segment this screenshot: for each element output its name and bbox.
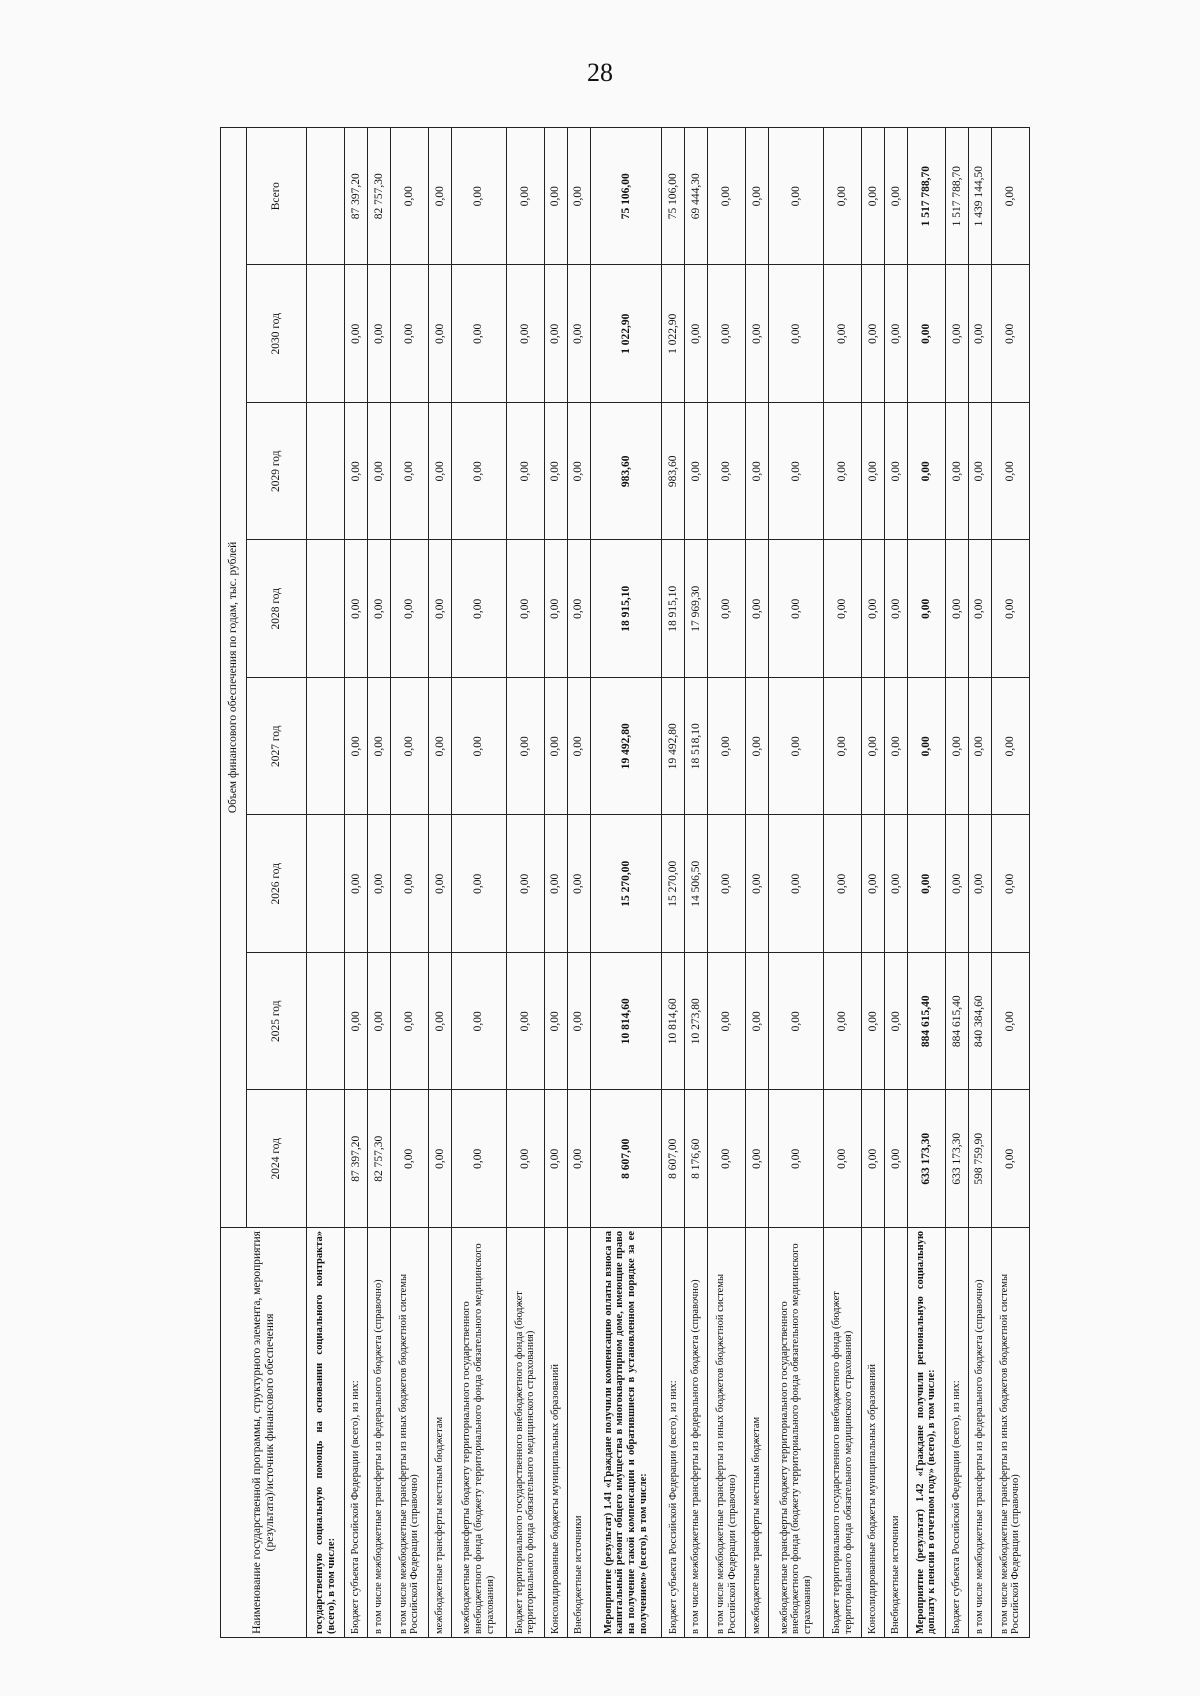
row-value-cell: 0,00: [885, 815, 908, 953]
table-row: [968, 127, 991, 1637]
row-name-cell: Консолидированные бюджеты муниципальных образований: [862, 1228, 885, 1638]
row-value-cell: 0,00: [390, 678, 428, 816]
row-value-cell: 0,00: [907, 540, 945, 678]
row-value-cell: 0,00: [824, 1090, 862, 1228]
row-total-cell: 0,00: [885, 127, 908, 265]
row-name-cell: в том числе межбюджетные трансферты из иных бюджетов бюджетной системы Российской Федерации (справочно): [390, 1228, 428, 1638]
row-value-cell: 0,00: [708, 815, 746, 953]
row-value-cell: 8 607,00: [662, 1090, 685, 1228]
row-value-cell: 0,00: [390, 815, 428, 953]
row-value-cell: 18 518,10: [685, 678, 708, 816]
row-name-cell: в том числе межбюджетные трансферты из иных бюджетов бюджетной системы Российской Федерации (справочно): [991, 1228, 1029, 1638]
row-total-cell: 0,00: [746, 127, 769, 265]
row-total-cell: [307, 127, 345, 265]
row-value-cell: 0,00: [885, 403, 908, 541]
table-row-measure: [590, 127, 662, 1637]
table-row: [862, 127, 885, 1637]
row-name-cell: Консолидированные бюджеты муниципальных образований: [544, 1228, 567, 1638]
table-row: [746, 127, 769, 1637]
row-value-cell: 0,00: [968, 678, 991, 816]
funding-table: [220, 127, 1030, 1638]
row-value-cell: [307, 1090, 345, 1228]
row-name-cell: Мероприятие (результат) 1.41 «Граждане получили компенсацию оплаты взноса на капитальный ремонт общего имущества в многоквартирном доме, имеющие право на получение такой компенсации и обратившиеся в установленном порядке за ее получением» (всего), в том числе:: [590, 1228, 662, 1638]
row-total-cell: 87 397,20: [345, 127, 368, 265]
row-value-cell: 0,00: [885, 953, 908, 1091]
row-value-cell: 19 492,80: [662, 678, 685, 816]
table-row: [824, 127, 862, 1637]
row-value-cell: 0,00: [367, 678, 390, 816]
row-total-cell: 82 757,30: [367, 127, 390, 265]
row-value-cell: 0,00: [746, 678, 769, 816]
table-row: [367, 127, 390, 1637]
row-value-cell: 0,00: [428, 953, 451, 1091]
row-value-cell: 0,00: [885, 540, 908, 678]
row-value-cell: 0,00: [506, 265, 544, 403]
row-value-cell: 0,00: [544, 540, 567, 678]
row-value-cell: 18 915,10: [662, 540, 685, 678]
header-year: 2025 год: [247, 953, 307, 1091]
row-value-cell: 0,00: [708, 678, 746, 816]
row-total-cell: 1 439 144,50: [968, 127, 991, 265]
row-value-cell: 0,00: [567, 265, 590, 403]
table-row: [506, 127, 544, 1637]
table-row: [946, 127, 969, 1637]
row-total-cell: 0,00: [390, 127, 428, 265]
row-value-cell: 0,00: [862, 1090, 885, 1228]
row-total-cell: 0,00: [428, 127, 451, 265]
row-value-cell: 0,00: [862, 815, 885, 953]
row-name-cell: межбюджетные трансферты бюджету территориального государственного внебюджетного фонда (бюджету территориального фонда обязательного медицинского страхования): [451, 1228, 506, 1638]
row-total-cell: 0,00: [451, 127, 506, 265]
row-value-cell: 87 397,20: [345, 1090, 368, 1228]
row-value-cell: 0,00: [451, 540, 506, 678]
row-value-cell: 0,00: [451, 1090, 506, 1228]
row-value-cell: 17 969,30: [685, 540, 708, 678]
header-year: 2029 год: [247, 403, 307, 541]
row-value-cell: 0,00: [708, 953, 746, 1091]
row-value-cell: 15 270,00: [662, 815, 685, 953]
row-value-cell: 0,00: [946, 540, 969, 678]
row-value-cell: 0,00: [769, 403, 824, 541]
row-value-cell: 0,00: [367, 403, 390, 541]
row-value-cell: 0,00: [907, 265, 945, 403]
row-name-cell: государственную социальную помощь на основании социального контракта» (всего), в том числе:: [307, 1228, 345, 1638]
row-value-cell: 15 270,00: [590, 815, 662, 953]
row-value-cell: 0,00: [708, 265, 746, 403]
row-value-cell: 0,00: [824, 815, 862, 953]
row-name-cell: Бюджет субъекта Российской Федерации (всего), из них:: [662, 1228, 685, 1638]
row-value-cell: 0,00: [390, 953, 428, 1091]
row-value-cell: 0,00: [567, 403, 590, 541]
row-value-cell: 0,00: [708, 540, 746, 678]
row-value-cell: 884 615,40: [946, 953, 969, 1091]
header-year: 2027 год: [247, 678, 307, 816]
row-value-cell: 0,00: [769, 953, 824, 1091]
table-row: [567, 127, 590, 1637]
row-value-cell: 0,00: [428, 265, 451, 403]
table-row: [345, 127, 368, 1637]
row-total-cell: 1 517 788,70: [907, 127, 945, 265]
row-value-cell: 0,00: [544, 678, 567, 816]
header-total: Всего: [247, 127, 307, 265]
row-value-cell: [307, 403, 345, 541]
row-value-cell: 0,00: [390, 1090, 428, 1228]
row-value-cell: 0,00: [451, 265, 506, 403]
row-value-cell: 10 814,60: [590, 953, 662, 1091]
table-row: [428, 127, 451, 1637]
row-value-cell: 0,00: [769, 265, 824, 403]
row-value-cell: 0,00: [862, 403, 885, 541]
row-value-cell: 0,00: [991, 953, 1029, 1091]
row-value-cell: 0,00: [506, 815, 544, 953]
row-name-cell: Бюджет субъекта Российской Федерации (всего), из них:: [946, 1228, 969, 1638]
row-value-cell: 0,00: [746, 1090, 769, 1228]
row-value-cell: 598 759,90: [968, 1090, 991, 1228]
table-row: [885, 127, 908, 1637]
row-total-cell: 0,00: [567, 127, 590, 265]
row-value-cell: 0,00: [544, 265, 567, 403]
header-name-column: Наименование государственной программы, структурного элемента, мероприятия (результата)/источник финансового обеспечения: [221, 1228, 307, 1638]
row-value-cell: 0,00: [946, 403, 969, 541]
row-value-cell: 0,00: [862, 953, 885, 1091]
row-value-cell: 0,00: [367, 815, 390, 953]
row-value-cell: 0,00: [428, 403, 451, 541]
row-value-cell: 0,00: [862, 265, 885, 403]
row-value-cell: 983,60: [590, 403, 662, 541]
row-value-cell: [307, 953, 345, 1091]
row-value-cell: 0,00: [567, 953, 590, 1091]
table-row: [769, 127, 824, 1637]
row-total-cell: 0,00: [824, 127, 862, 265]
row-total-cell: 75 106,00: [662, 127, 685, 265]
row-value-cell: 0,00: [451, 678, 506, 816]
table-row: [708, 127, 746, 1637]
row-value-cell: 0,00: [746, 953, 769, 1091]
row-value-cell: 0,00: [345, 815, 368, 953]
row-value-cell: 0,00: [769, 815, 824, 953]
row-value-cell: 1 022,90: [590, 265, 662, 403]
row-value-cell: 0,00: [907, 678, 945, 816]
table-row: [662, 127, 685, 1637]
row-value-cell: 0,00: [367, 540, 390, 678]
row-value-cell: 82 757,30: [367, 1090, 390, 1228]
row-value-cell: 0,00: [946, 265, 969, 403]
row-name-cell: межбюджетные трансферты местным бюджетам: [746, 1228, 769, 1638]
row-value-cell: 0,00: [824, 540, 862, 678]
row-value-cell: 0,00: [968, 265, 991, 403]
row-value-cell: 0,00: [885, 678, 908, 816]
row-value-cell: 0,00: [567, 815, 590, 953]
row-value-cell: 0,00: [506, 953, 544, 1091]
row-value-cell: 884 615,40: [907, 953, 945, 1091]
row-name-cell: в том числе межбюджетные трансферты из иных бюджетов бюджетной системы Российской Федерации (справочно): [708, 1228, 746, 1638]
header-year: 2024 год: [247, 1090, 307, 1228]
row-value-cell: 0,00: [428, 678, 451, 816]
row-value-cell: 0,00: [862, 678, 885, 816]
row-value-cell: 0,00: [428, 1090, 451, 1228]
row-value-cell: 0,00: [824, 678, 862, 816]
table-row-measure: [307, 127, 345, 1637]
row-name-cell: в том числе межбюджетные трансферты из федерального бюджета (справочно): [968, 1228, 991, 1638]
row-value-cell: 0,00: [946, 678, 969, 816]
row-value-cell: 0,00: [345, 403, 368, 541]
row-value-cell: 0,00: [390, 403, 428, 541]
row-name-cell: Бюджет территориального государственного внебюджетного фонда (бюджет территориального фонда обязательного медицинского страхования): [506, 1228, 544, 1638]
row-total-cell: 1 517 788,70: [946, 127, 969, 265]
table-row: [544, 127, 567, 1637]
row-name-cell: Бюджет субъекта Российской Федерации (всего), из них:: [345, 1228, 368, 1638]
row-value-cell: 0,00: [862, 540, 885, 678]
row-value-cell: 10 814,60: [662, 953, 685, 1091]
row-value-cell: 0,00: [428, 540, 451, 678]
row-value-cell: 0,00: [506, 678, 544, 816]
row-total-cell: 0,00: [544, 127, 567, 265]
page-number: 28: [587, 58, 613, 87]
row-value-cell: 0,00: [746, 403, 769, 541]
header-volume-title: Объем финансового обеспечения по годам, тыс. рублей: [221, 127, 247, 1227]
row-name-cell: Внебюджетные источники: [567, 1228, 590, 1638]
row-value-cell: 0,00: [769, 678, 824, 816]
row-value-cell: 0,00: [685, 265, 708, 403]
row-value-cell: 0,00: [907, 403, 945, 541]
row-value-cell: 0,00: [769, 540, 824, 678]
row-value-cell: 0,00: [544, 403, 567, 541]
row-name-cell: в том числе межбюджетные трансферты из федерального бюджета (справочно): [685, 1228, 708, 1638]
row-value-cell: 633 173,30: [907, 1090, 945, 1228]
table-row-measure: [907, 127, 945, 1637]
row-value-cell: [307, 540, 345, 678]
table-row: [390, 127, 428, 1637]
row-value-cell: 0,00: [885, 1090, 908, 1228]
row-value-cell: 0,00: [907, 815, 945, 953]
row-name-cell: межбюджетные трансферты бюджету территориального государственного внебюджетного фонда (бюджету территориального фонда обязательного медицинского страхования): [769, 1228, 824, 1638]
row-value-cell: 0,00: [544, 815, 567, 953]
row-value-cell: 0,00: [968, 815, 991, 953]
row-value-cell: 0,00: [769, 1090, 824, 1228]
row-value-cell: 0,00: [991, 403, 1029, 541]
row-value-cell: 0,00: [451, 953, 506, 1091]
row-value-cell: 0,00: [991, 265, 1029, 403]
row-value-cell: 0,00: [991, 815, 1029, 953]
row-value-cell: 19 492,80: [590, 678, 662, 816]
row-value-cell: 0,00: [746, 540, 769, 678]
row-value-cell: 0,00: [428, 815, 451, 953]
row-total-cell: 0,00: [991, 127, 1029, 265]
row-value-cell: 0,00: [567, 540, 590, 678]
row-value-cell: 8 607,00: [590, 1090, 662, 1228]
row-value-cell: 0,00: [544, 953, 567, 1091]
row-value-cell: 0,00: [708, 1090, 746, 1228]
row-value-cell: 0,00: [567, 1090, 590, 1228]
row-value-cell: 0,00: [824, 403, 862, 541]
row-value-cell: 0,00: [506, 403, 544, 541]
row-value-cell: 0,00: [824, 953, 862, 1091]
row-total-cell: 69 444,30: [685, 127, 708, 265]
row-value-cell: 0,00: [946, 815, 969, 953]
row-value-cell: 0,00: [968, 403, 991, 541]
row-value-cell: 0,00: [991, 678, 1029, 816]
row-value-cell: 0,00: [685, 403, 708, 541]
row-value-cell: 18 915,10: [590, 540, 662, 678]
row-value-cell: 0,00: [506, 540, 544, 678]
row-value-cell: 0,00: [451, 815, 506, 953]
row-value-cell: [307, 265, 345, 403]
row-name-cell: в том числе межбюджетные трансферты из федерального бюджета (справочно): [367, 1228, 390, 1638]
row-name-cell: Мероприятие (результат) 1.42 «Граждане получили региональную социальную доплату к пенсии в отчетном году» (всего), в том числе:: [907, 1228, 945, 1638]
row-value-cell: 0,00: [544, 1090, 567, 1228]
row-value-cell: 0,00: [885, 265, 908, 403]
row-value-cell: 0,00: [824, 265, 862, 403]
row-total-cell: 0,00: [506, 127, 544, 265]
row-value-cell: 8 176,60: [685, 1090, 708, 1228]
funding-table-container: [220, 128, 1030, 1638]
row-name-cell: Внебюджетные источники: [885, 1228, 908, 1638]
row-value-cell: 0,00: [367, 953, 390, 1091]
row-value-cell: 0,00: [991, 540, 1029, 678]
row-value-cell: [307, 678, 345, 816]
row-value-cell: [307, 815, 345, 953]
row-value-cell: 10 273,80: [685, 953, 708, 1091]
row-value-cell: 0,00: [567, 678, 590, 816]
row-total-cell: 0,00: [708, 127, 746, 265]
row-name-cell: Бюджет территориального государственного внебюджетного фонда (бюджет территориального фонда обязательного медицинского страхования): [824, 1228, 862, 1638]
row-value-cell: 0,00: [746, 265, 769, 403]
row-value-cell: 0,00: [390, 265, 428, 403]
table-header: [221, 127, 307, 1637]
row-value-cell: 0,00: [390, 540, 428, 678]
row-value-cell: 0,00: [451, 403, 506, 541]
table-body: [307, 127, 1030, 1637]
row-value-cell: 0,00: [968, 540, 991, 678]
row-value-cell: 0,00: [367, 265, 390, 403]
row-value-cell: 0,00: [345, 265, 368, 403]
row-value-cell: 0,00: [345, 678, 368, 816]
row-total-cell: 0,00: [769, 127, 824, 265]
row-value-cell: 983,60: [662, 403, 685, 541]
row-total-cell: 75 106,00: [590, 127, 662, 265]
row-value-cell: 0,00: [991, 1090, 1029, 1228]
row-value-cell: 0,00: [506, 1090, 544, 1228]
row-total-cell: 0,00: [862, 127, 885, 265]
row-value-cell: 0,00: [708, 403, 746, 541]
table-row: [685, 127, 708, 1637]
header-year: 2026 год: [247, 815, 307, 953]
row-name-cell: межбюджетные трансферты местным бюджетам: [428, 1228, 451, 1638]
header-year: 2028 год: [247, 540, 307, 678]
row-value-cell: 633 173,30: [946, 1090, 969, 1228]
row-value-cell: 0,00: [345, 540, 368, 678]
header-year: 2030 год: [247, 265, 307, 403]
table-row: [451, 127, 506, 1637]
row-value-cell: 1 022,90: [662, 265, 685, 403]
row-value-cell: 14 506,50: [685, 815, 708, 953]
row-value-cell: 0,00: [345, 953, 368, 1091]
table-row: [991, 127, 1029, 1637]
row-value-cell: 0,00: [746, 815, 769, 953]
row-value-cell: 840 384,60: [968, 953, 991, 1091]
